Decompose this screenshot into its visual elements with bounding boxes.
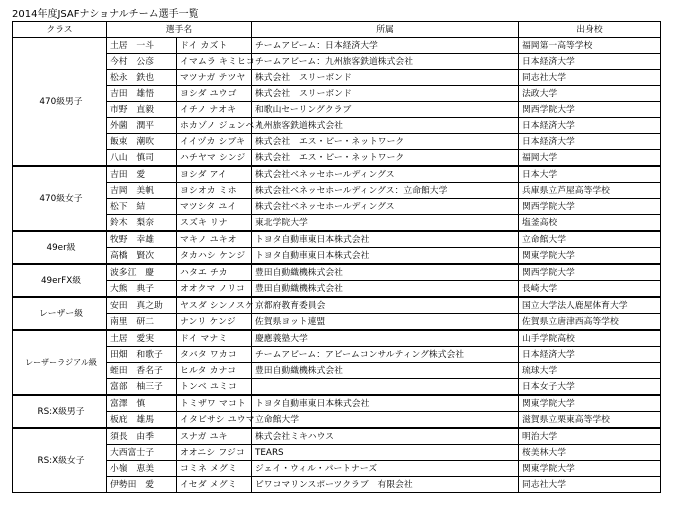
affiliation-cell: 慶應義塾大学 <box>252 330 519 347</box>
school-cell: 日本経済大学 <box>519 54 661 70</box>
school-cell: 日本経済大学 <box>519 118 661 134</box>
affiliation-cell: 和歌山セーリングクラブ <box>252 102 519 118</box>
class-cell: レーザーラジアル級 <box>13 330 107 395</box>
athlete-kana-cell: マキノ ユキオ <box>177 231 252 248</box>
athlete-row <box>13 428 661 445</box>
athlete-name-cell: 小嶺 恵美 <box>107 461 177 477</box>
athlete-kana-cell: ヤスダ シンノスケ <box>177 297 252 314</box>
athlete-kana-cell: ナンリ ケンジ <box>177 314 252 331</box>
athlete-name-cell: 田畑 和歌子 <box>107 347 177 363</box>
school-cell: 関東学院大学 <box>519 461 661 477</box>
affiliation-cell: チームアビーム：日本経済大学 <box>252 38 519 54</box>
school-cell: 立命館大学 <box>519 231 661 248</box>
athlete-kana-cell: イチノ ナオキ <box>177 102 252 118</box>
affiliation-cell: トヨタ自動車東日本株式会社 <box>252 248 519 265</box>
athlete-name-cell: 安田 真之助 <box>107 297 177 314</box>
athlete-row <box>13 347 661 363</box>
athlete-kana-cell: スナガ ユキ <box>177 428 252 445</box>
affiliation-cell: 佐賀県ヨット連盟 <box>252 314 519 331</box>
athlete-kana-cell: イセダ メグミ <box>177 477 252 493</box>
athlete-name-cell: 鈴木 梨奈 <box>107 215 177 232</box>
athlete-name-cell: 高橋 賢次 <box>107 248 177 265</box>
athlete-row <box>13 297 661 314</box>
athlete-row <box>13 379 661 396</box>
school-cell: 関西学院大学 <box>519 102 661 118</box>
affiliation-cell: チームアビーム：九州旅客鉄道株式会社 <box>252 54 519 70</box>
affiliation-cell: 東北学院大学 <box>252 215 519 232</box>
school-cell: 明治大学 <box>519 428 661 445</box>
athlete-kana-cell: コミネ メグミ <box>177 461 252 477</box>
class-cell: レーザー級 <box>13 297 107 330</box>
athlete-kana-cell: ハチヤマ シンジ <box>177 150 252 167</box>
athlete-name-cell: 松下 結 <box>107 199 177 215</box>
school-cell: 関東学院大学 <box>519 395 661 412</box>
athlete-name-cell: 富部 柚三子 <box>107 379 177 396</box>
athlete-row <box>13 134 661 150</box>
roster-table <box>12 21 661 493</box>
athlete-kana-cell: イタビサシ ユウマ <box>177 412 252 429</box>
school-cell: 関西学院大学 <box>519 264 661 281</box>
athlete-name-cell: 大熊 典子 <box>107 281 177 298</box>
athlete-name-cell: 大西富士子 <box>107 445 177 461</box>
school-cell: 関西学院大学 <box>519 199 661 215</box>
athlete-name-cell: 吉岡 美帆 <box>107 183 177 199</box>
athlete-name-cell: 市野 直毅 <box>107 102 177 118</box>
school-cell: 同志社大学 <box>519 70 661 86</box>
school-cell: 国立大学法人鹿屋体育大学 <box>519 297 661 314</box>
athlete-kana-cell: ホカゾノ ジュンペイ <box>177 118 252 134</box>
athlete-kana-cell: ヨシダ アイ <box>177 166 252 183</box>
athlete-row <box>13 86 661 102</box>
school-cell: 福岡第一高等学校 <box>519 38 661 54</box>
athlete-kana-cell: オオクマ ノリコ <box>177 281 252 298</box>
affiliation-cell: 株式会社 エス・ピー・ネットワーク <box>252 150 519 167</box>
athlete-row <box>13 461 661 477</box>
athlete-kana-cell: トンベ ユミコ <box>177 379 252 396</box>
athlete-row <box>13 150 661 167</box>
athlete-kana-cell: イイヅカ シブキ <box>177 134 252 150</box>
affiliation-cell: 株式会社 スリーボンド <box>252 86 519 102</box>
roster-body <box>13 38 661 493</box>
athlete-kana-cell: タカハシ ケンジ <box>177 248 252 265</box>
school-cell: 同志社大学 <box>519 477 661 493</box>
school-cell: 福岡大学 <box>519 150 661 167</box>
athlete-name-cell: 南里 研二 <box>107 314 177 331</box>
class-cell: RS:X級女子 <box>13 428 107 493</box>
affiliation-cell: 京都府教育委員会 <box>252 297 519 314</box>
school-cell: 山手学院高校 <box>519 330 661 347</box>
athlete-kana-cell: ドイ カズト <box>177 38 252 54</box>
athlete-row <box>13 281 661 298</box>
athlete-name-cell: 板庇 雄馬 <box>107 412 177 429</box>
athlete-name-cell: 松永 鉄也 <box>107 70 177 86</box>
affiliation-cell: 株式会社ベネッセホールディングス <box>252 199 519 215</box>
affiliation-cell: 九州旅客鉄道株式会社 <box>252 118 519 134</box>
document-title: 2014年度JSAFナショナルチーム選手一覧 <box>12 9 199 20</box>
school-cell: 桜美林大学 <box>519 445 661 461</box>
athlete-kana-cell: ヨシダ ユウゴ <box>177 86 252 102</box>
athlete-row <box>13 445 661 461</box>
affiliation-cell: 豊田自動織機株式会社 <box>252 363 519 379</box>
athlete-row <box>13 412 661 429</box>
athlete-row <box>13 264 661 281</box>
athlete-row <box>13 38 661 54</box>
athlete-row <box>13 248 661 265</box>
affiliation-cell: TEARS <box>252 445 519 461</box>
athlete-kana-cell: ヨシオカ ミホ <box>177 183 252 199</box>
athlete-kana-cell: イマムラ キミヒコ <box>177 54 252 70</box>
athlete-name-cell: 富澤 慎 <box>107 395 177 412</box>
athlete-row <box>13 54 661 70</box>
athlete-kana-cell: マツナガ テツヤ <box>177 70 252 86</box>
class-cell: 49erFX級 <box>13 264 107 297</box>
affiliation-cell: ビワコマリンスポーツクラブ 有限会社 <box>252 477 519 493</box>
athlete-row <box>13 330 661 347</box>
athlete-name-cell: 須長 由季 <box>107 428 177 445</box>
athlete-name-cell: 伊勢田 愛 <box>107 477 177 493</box>
athlete-row <box>13 70 661 86</box>
athlete-name-cell: 蛭田 香名子 <box>107 363 177 379</box>
affiliation-cell: 株式会社ミキハウス <box>252 428 519 445</box>
athlete-row <box>13 199 661 215</box>
header-athlete: 選手名 <box>107 22 252 38</box>
school-cell: 塩釜高校 <box>519 215 661 232</box>
athlete-kana-cell: ドイ マナミ <box>177 330 252 347</box>
affiliation-cell: トヨタ自動車東日本株式会社 <box>252 395 519 412</box>
school-cell: 日本女子大学 <box>519 379 661 396</box>
athlete-kana-cell: マツシタ ユイ <box>177 199 252 215</box>
athlete-kana-cell: ハタエ チカ <box>177 264 252 281</box>
athlete-row <box>13 215 661 232</box>
class-cell: 470級女子 <box>13 166 107 231</box>
athlete-name-cell: 牧野 幸雄 <box>107 231 177 248</box>
affiliation-cell <box>252 379 519 396</box>
affiliation-cell: 株式会社ベネッセホールディングス：立命館大学 <box>252 183 519 199</box>
affiliation-cell: 株式会社 エス・ピー・ネットワーク <box>252 134 519 150</box>
class-cell: 49er級 <box>13 231 107 264</box>
school-cell: 兵庫県立芦屋高等学校 <box>519 183 661 199</box>
school-cell: 琉球大学 <box>519 363 661 379</box>
athlete-kana-cell: スズキ リナ <box>177 215 252 232</box>
class-cell: RS:X級男子 <box>13 395 107 428</box>
athlete-row <box>13 314 661 331</box>
athlete-kana-cell: タバタ ワカコ <box>177 347 252 363</box>
athlete-kana-cell: オオニシ フジコ <box>177 445 252 461</box>
header-row <box>13 22 661 38</box>
athlete-row <box>13 102 661 118</box>
athlete-name-cell: 波多江 慶 <box>107 264 177 281</box>
class-cell: 470級男子 <box>13 38 107 167</box>
athlete-name-cell: 土居 一斗 <box>107 38 177 54</box>
athlete-row <box>13 166 661 183</box>
school-cell: 関東学院大学 <box>519 248 661 265</box>
header-affiliation: 所属 <box>252 22 519 38</box>
header-class: クラス <box>13 22 107 38</box>
school-cell: 法政大学 <box>519 86 661 102</box>
school-cell: 滋賀県立栗東高等学校 <box>519 412 661 429</box>
athlete-row <box>13 477 661 493</box>
affiliation-cell: トヨタ自動車東日本株式会社 <box>252 231 519 248</box>
affiliation-cell: ジェイ・ウィル・パートナーズ <box>252 461 519 477</box>
athlete-row <box>13 363 661 379</box>
athlete-kana-cell: トミザワ マコト <box>177 395 252 412</box>
athlete-name-cell: 吉田 愛 <box>107 166 177 183</box>
affiliation-cell: 株式会社 スリーボンド <box>252 70 519 86</box>
athlete-name-cell: 外薗 潤平 <box>107 118 177 134</box>
affiliation-cell: 豊田自動織機株式会社 <box>252 281 519 298</box>
athlete-name-cell: 土居 愛実 <box>107 330 177 347</box>
school-cell: 佐賀県立唐津西高等学校 <box>519 314 661 331</box>
school-cell: 日本経済大学 <box>519 134 661 150</box>
school-cell: 日本大学 <box>519 166 661 183</box>
athlete-name-cell: 八山 慎司 <box>107 150 177 167</box>
athlete-name-cell: 吉田 雄悟 <box>107 86 177 102</box>
athlete-row <box>13 183 661 199</box>
athlete-name-cell: 今村 公彦 <box>107 54 177 70</box>
school-cell: 長崎大学 <box>519 281 661 298</box>
athlete-row <box>13 118 661 134</box>
affiliation-cell: 株式会社ベネッセホールディングス <box>252 166 519 183</box>
school-cell: 日本経済大学 <box>519 347 661 363</box>
affiliation-cell: チームアビーム：アビームコンサルティング株式会社 <box>252 347 519 363</box>
athlete-name-cell: 飯束 潮吹 <box>107 134 177 150</box>
header-school: 出身校 <box>519 22 661 38</box>
athlete-row <box>13 231 661 248</box>
affiliation-cell: 立命館大学 <box>252 412 519 429</box>
affiliation-cell: 豊田自動織機株式会社 <box>252 264 519 281</box>
athlete-row <box>13 395 661 412</box>
athlete-kana-cell: ヒルタ カナコ <box>177 363 252 379</box>
